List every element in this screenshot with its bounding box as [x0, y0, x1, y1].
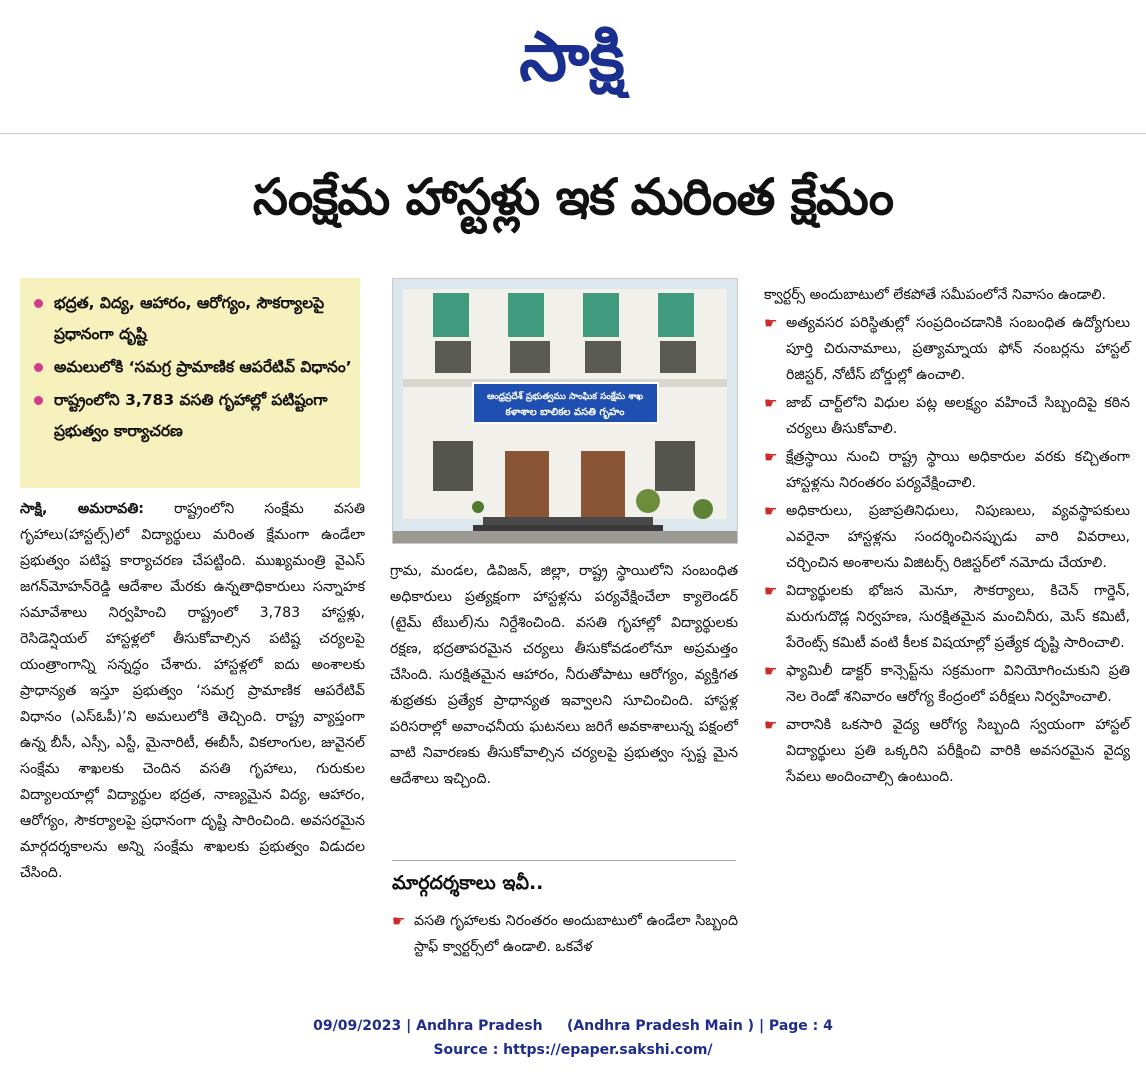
article-body-middle: గ్రామ, మండల, డివిజన్, జిల్లా, రాష్ట్ర స్థాయిలోని సంబంధిత అధికారులు ప్రత్యక్షంగా హాస్టళ్లను పర్యవేక్షించేలా క్యాలెండర్ (టైమ్ టేబుల్)ను నిర్దేశించింది. వసతి గృహాల్లో విద్యార్థులకు రక్షణ, భద్రతాపరమైన చర్యలు తీసుకోవడంలోనూ అప్రమత్తం చేసింది. సురక్షితమైన ఆహారం, నీరుతోపాటు ఆరోగ్యం, వ్యక్తిగత శుభ్రతకు ప్రత్యేక ప్రాధాన్యత ఇవ్వాలని సూచించింది. హాస్టళ్ల పరిసరాల్లో అవాంఛనీయ ఘటనలు జరిగే అవకాశాలున్న పక్షంలో వాటి నివారణకు తీసుకోవాల్సిన చర్యలపై ప్రభుత్వం స్పష్ట మైన ఆదేశాలు ఇచ్చింది.: [390, 563, 738, 787]
article-body-left: రాష్ట్రంలోని సంక్షేమ వసతి గృహాలు(హాస్టల్స్)లో విద్యార్థులు మరింత క్షేమంగా ఉండేలా ప్రభుత్వం పటిష్ట కార్యాచరణ చేపట్టింది. ముఖ్యమంత్రి వైఎస్ జగన్‌మోహన్‌రెడ్డి ఆదేశాల మేరకు ఉన్నతాధికారులు సన్నాహక సమావేశాలు నిర్వహించి రాష్ట్రంలో 3,783 హాస్టళ్లు, రెసిడెన్షియల్ హాస్టళ్లలో తీసుకోవాల్సిన పటిష్ట చర్యలపై యంత్రాంగాన్ని సన్నద్ధం చేశారు. హాస్టళ్లలో ఐదు అంశాలకు ప్రాధాన్యత ఇస్తూ ప్రభుత్వం ‘సమగ్ర ప్రామాణిక ఆపరేటివ్ విధానం (ఎస్ఓపీ)’ని అమలులోకి తెచ్చింది. రాష్ట్ర వ్యాప్తంగా ఉన్న బీసీ, ఎస్సీ, ఎస్టీ, మైనారిటీ, ఈబీసీ, వికలాంగుల, జువైనల్ సంక్షేమ శాఖలకు చెందిన వసతి గృహాలు, గురుకుల విద్యాలయాల్లో విద్యార్థుల భద్రత, నాణ్యమైన విద్య, ఆహారం, ఆరోగ్యం, సౌకర్యాలపై ప్రధానంగా దృష్టి సారించింది. అవసరమైన మార్గదర్శకాలను అన్ని సంక్షేమ శాఖలకు ప్రభుత్వం విడుదల చేసింది.: [20, 501, 365, 881]
guidelines-heading: మార్గదర్శకాలు ఇవీ..: [392, 872, 544, 894]
article-middle-column: [390, 558, 738, 792]
list-item-continuation: క్వార్టర్స్ అందుబాటులో లేకపోతే సమీపంలోనే నివాసం ఉండాలి.: [764, 287, 1106, 303]
list-item: ☛ క్షేత్రస్థాయి నుంచి రాష్ట్ర స్థాయి అధికారుల వరకు కచ్చితంగా హాస్టళ్లను నిరంతరం పర్యవేక్షించాలి.: [764, 448, 1130, 491]
list-item: ☛ వసతి గృహాలకు నిరంతరం అందుబాటులో ఉండేలా సిబ్బంది స్టాఫ్ క్వార్టర్స్‌లో ఉండాలి. ఒకవేళ: [392, 912, 738, 955]
pointing-hand-icon: ☛: [764, 394, 778, 412]
sign-line-1: ఆంధ్రప్రదేశ్ ప్రభుత్వము సాంఘిక సంక్షేమ శాఖ: [486, 392, 644, 402]
bullet-icon: [34, 363, 43, 372]
pointing-hand-icon: ☛: [764, 662, 778, 680]
pointing-hand-icon: ☛: [764, 314, 778, 332]
list-item: ☛ అత్యవసర పరిస్థితుల్లో సంప్రదించడానికి సంబంధిత ఉద్యోగులు పూర్తి చిరునామాలు, ప్రత్యామ్నాయ ఫోన్ నంబర్లను హాస్టల్ రిజిస్టర్, నోటీస్ బోర్డుల్లో ఉంచాలి.: [764, 314, 1130, 383]
page-footer: [0, 1014, 1146, 1062]
dateline: సాక్షి, అమరావతి:: [20, 501, 144, 517]
pointing-hand-icon: ☛: [764, 582, 778, 600]
list-item: ☛ ఫ్యామిలీ డాక్టర్ కాన్సెప్ట్‌ను సక్రమంగా వినియోగించుకుని ప్రతి నెల రెండో శనివారం ఆరోగ్య కేంద్రంలో పరీక్షలు నిర్వహించాలి.: [764, 662, 1130, 705]
highlight-item: అమలులోకి ‘సమగ్ర ప్రామాణిక ఆపరేటివ్ విధానం’: [34, 352, 352, 383]
list-item: ☛ అధికారులు, ప్రజాప్రతినిధులు, నిపుణులు, వ్యవస్థాపకులు ఎవరైనా హాస్టళ్లను సందర్శించినప్పుడు వారి వివరాలు, చర్చించిన అంశాలను విజిటర్స్ రిజిస్టర్‌లో నమోదు చేయాలి.: [764, 502, 1130, 571]
pointing-hand-icon: ☛: [764, 448, 778, 466]
list-item: ☛ జాబ్ చార్ట్‌లోని విధుల పట్ల అలక్ష్యం వహించే సిబ్బందిపై కఠిన చర్యలు తీసుకోవాలి.: [764, 394, 1130, 437]
guidelines-list-right: [764, 282, 1130, 792]
highlight-item: భద్రత, విద్య, ఆహారం, ఆరోగ్యం, సౌకర్యాలపై ప్రధానంగా దృష్టి: [34, 288, 352, 350]
bullet-icon: [34, 396, 43, 405]
bullet-icon: [34, 299, 43, 308]
footer-source[interactable]: Source : https://epaper.sakshi.com/: [433, 1042, 713, 1058]
pointing-hand-icon: ☛: [764, 502, 778, 520]
pointing-hand-icon: ☛: [392, 912, 406, 930]
list-item: ☛ విద్యార్థులకు భోజన మెనూ, సౌకర్యాలు, కిచెన్ గార్డెన్, మరుగుదొడ్ల నిర్వహణ, సురక్షితమైన మంచినీరు, మెస్ కమిటీ, పేరెంట్స్ కమిటీ వంటి కీలక విషయాల్లో ప్రత్యేక దృష్టి సారించాలి.: [764, 582, 1130, 651]
sign-line-2: కళాశాల బాలికల వసతి గృహం: [505, 407, 625, 418]
divider: [0, 133, 1146, 134]
hostel-building-photo: [392, 278, 738, 544]
highlights-box: [20, 278, 360, 488]
footer-meta: 09/09/2023 | Andhra Pradesh (Andhra Pradesh Main ) | Page : 4: [313, 1018, 833, 1034]
highlight-item: రాష్ట్రంలోని 3,783 వసతి గృహాల్లో పటిష్టంగా ప్రభుత్వం కార్యాచరణ: [34, 385, 352, 447]
guidelines-list-middle: [392, 908, 738, 962]
list-item: ☛ వారానికి ఒకసారి వైద్య ఆరోగ్య సిబ్బంది స్వయంగా హాస్టల్ విద్యార్థులు ప్రతి ఒక్కరిని పరీక్షించి వారికి అవసరమైన వైద్య సేవలు అందించాల్సి ఉంటుంది.: [764, 716, 1130, 785]
sakshi-logo: [472, 6, 672, 98]
pointing-hand-icon: ☛: [764, 716, 778, 734]
divider: [392, 860, 736, 861]
article-left-column: [20, 496, 365, 886]
logo-text: సాక్షి: [519, 18, 625, 97]
page-title: సంక్షేమ హాస్టళ్లు ఇక మరింత క్షేమం: [252, 168, 894, 226]
